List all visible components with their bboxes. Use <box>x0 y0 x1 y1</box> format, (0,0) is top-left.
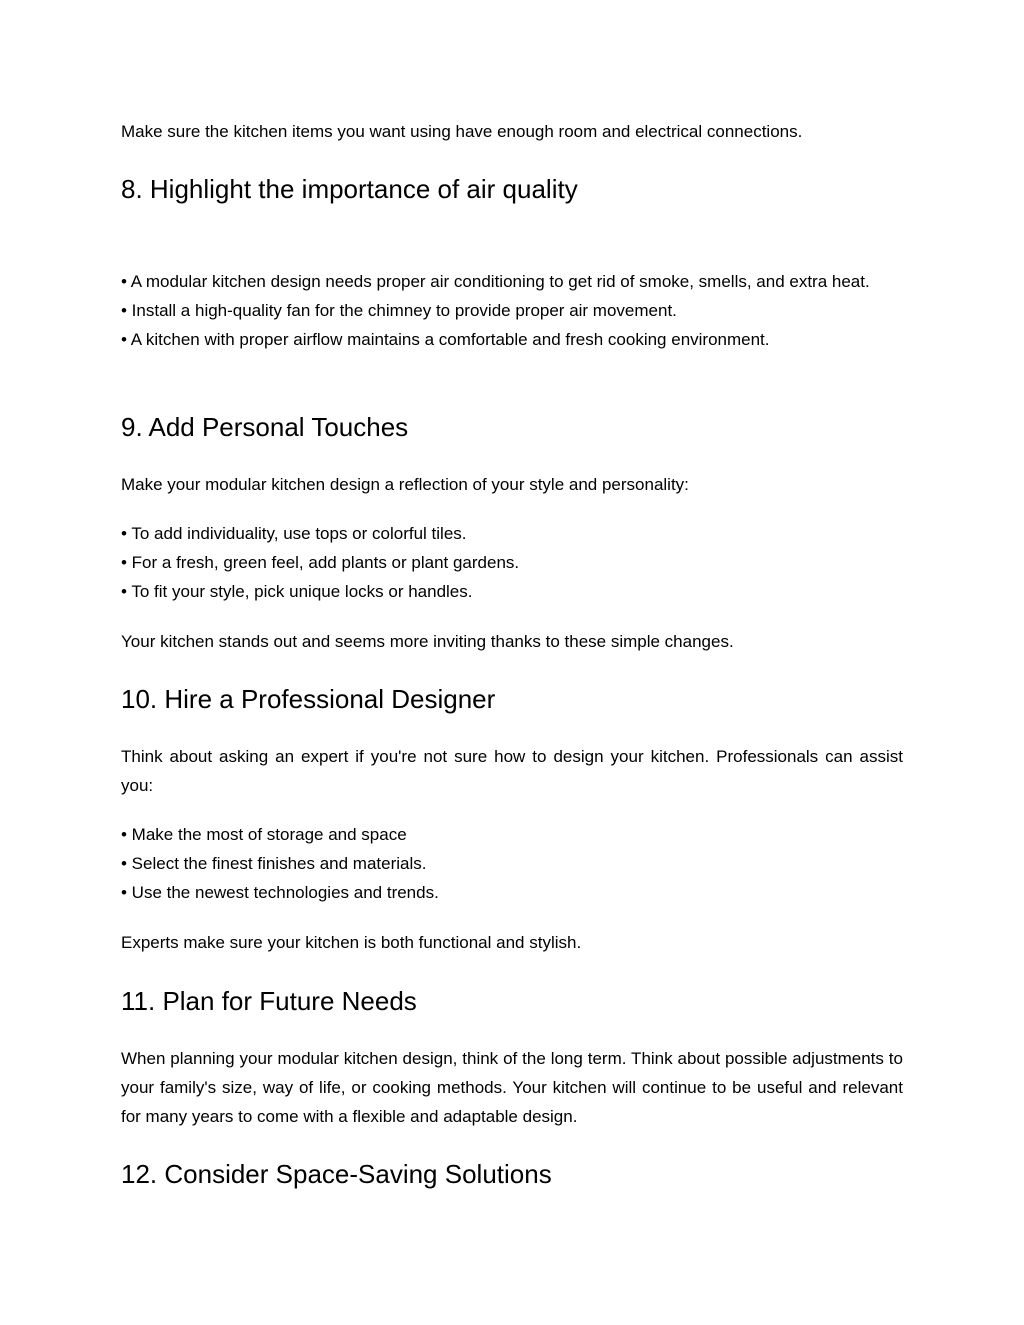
section-12-heading: 12. Consider Space-Saving Solutions <box>121 1159 552 1189</box>
section-10-outro: Experts make sure your kitchen is both functional and stylish. <box>121 933 582 952</box>
section-11-heading: 11. Plan for Future Needs <box>121 986 417 1016</box>
section-11-body: When planning your modular kitchen design, think of the long term. Think about possible adjustments to your family's size, way of life, or cooking methods. Your kitchen will continue to be useful and relevant for many years to come with a flexible and adaptable design. <box>121 1049 903 1126</box>
list-item: • Make the most of storage and space <box>121 825 407 844</box>
list-item: • A kitchen with proper airflow maintains a comfortable and fresh cooking environment. <box>121 330 770 349</box>
list-item: • To add individuality, use tops or colorful tiles. <box>121 524 467 543</box>
list-item: • A modular kitchen design needs proper air conditioning to get rid of smoke, smells, and extra heat. <box>121 272 870 291</box>
section-9-intro: Make your modular kitchen design a reflection of your style and personality: <box>121 475 689 494</box>
list-item: • Use the newest technologies and trends. <box>121 883 439 902</box>
list-item: • Install a high-quality fan for the chimney to provide proper air movement. <box>121 301 677 320</box>
section-9-outro: Your kitchen stands out and seems more inviting thanks to these simple changes. <box>121 632 734 651</box>
section-8-bullet-list <box>121 267 903 354</box>
section-10-bullet-list <box>121 820 903 907</box>
list-item: • For a fresh, green feel, add plants or plant gardens. <box>121 553 520 572</box>
section-9-heading: 9. Add Personal Touches <box>121 412 409 442</box>
list-item: • Select the finest finishes and materials. <box>121 854 427 873</box>
section-8-heading: 8. Highlight the importance of air quality <box>121 174 578 204</box>
list-item: • To fit your style, pick unique locks or handles. <box>121 582 473 601</box>
section-10-intro: Think about asking an expert if you're not sure how to design your kitchen. Professionals can assist you: <box>121 747 903 795</box>
section-9-bullet-list <box>121 519 903 606</box>
intro-paragraph: Make sure the kitchen items you want using have enough room and electrical connections. <box>121 122 803 141</box>
section-10-heading: 10. Hire a Professional Designer <box>121 684 496 714</box>
